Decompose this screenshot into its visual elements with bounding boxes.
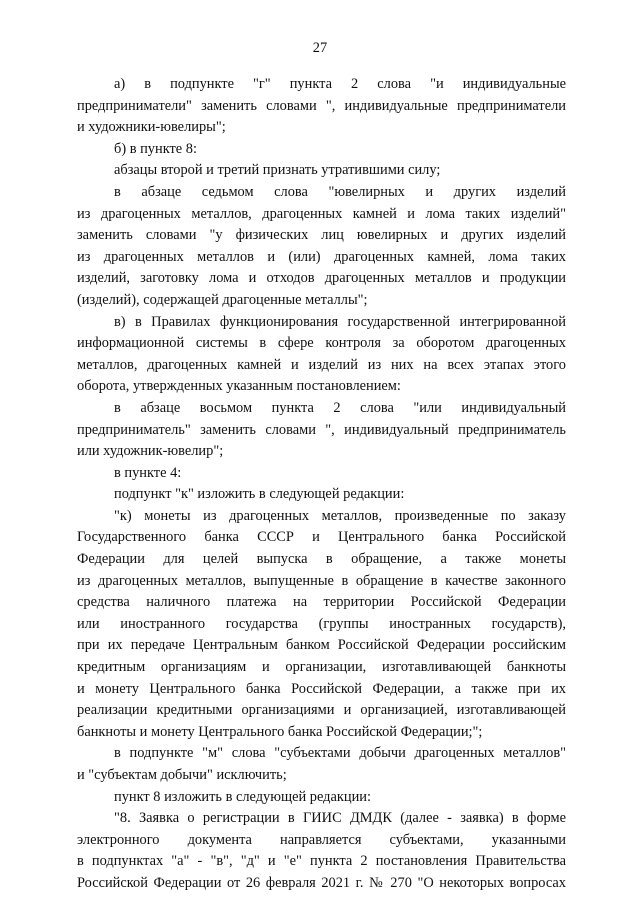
text-line: из драгоценных металлов, драгоценных камней и лома таких изделий" [77, 205, 566, 222]
text-line: и монету Центрального банка Российской Федерации, а также при их [77, 680, 566, 697]
text-line: или художник-ювелир"; [77, 443, 224, 460]
text-line: в абзаце восьмом пункта 2 слова "или индивидуальный [114, 399, 566, 416]
text-line: "8. Заявка о регистрации в ГИИС ДМДК (далее - заявка) в форме [114, 810, 566, 827]
text-line: и художники-ювелиры"; [77, 119, 226, 136]
text-line: и "субъектам добычи" исключить; [77, 767, 287, 783]
text-line: в пункте 4: [114, 464, 182, 481]
body-text [77, 74, 566, 895]
text-line: абзацы второй и третий признать утратившими силу; [114, 162, 441, 179]
text-line: из драгоценных металлов и (или) драгоценных камней, лома таких [77, 248, 566, 265]
text-line: (изделий), содержащей драгоценные металлы"; [77, 291, 368, 308]
text-line: предприниматели" заменить словами ", индивидуальные предприниматели [77, 97, 566, 114]
page-number: 27 [312, 40, 328, 56]
text-line: информационной системы в сфере контроля за оборотом драгоценных [77, 335, 566, 352]
text-line: в абзаце седьмом слова "ювелирных и других изделий [114, 183, 566, 200]
text-line: кредитным организациям и организации, изготавливающей банкноты [77, 659, 566, 676]
text-line: из драгоценных металлов, выпущенные в обращение в качестве законного [77, 572, 566, 589]
text-line: пункт 8 изложить в следующей редакции: [114, 788, 371, 805]
text-line: в подпунктах "а" - "в", "д" и "е" пункта 2 постановления Правительства [77, 853, 566, 870]
text-line: изделий, заготовку лома и отходов драгоценных металлов и продукции [77, 270, 566, 287]
text-line: средства наличного платежа на территории Российской Федерации [77, 594, 566, 611]
text-line: б) в пункте 8: [114, 140, 197, 157]
text-line: в) в Правилах функционирования государственной интегрированной [114, 313, 566, 330]
text-line: в подпункте "м" слова "субъектами добычи драгоценных металлов" [114, 745, 566, 762]
text-line: Российской Федерации от 26 февраля 2021 г. № 270 "О некоторых вопросах [77, 874, 566, 891]
text-line: Федерации для целей выпуска в обращение, а также монеты [77, 551, 566, 568]
text-line: предприниматель" заменить словами ", индивидуальный предприниматель [77, 421, 566, 438]
text-line: оборота, утвержденных указанным постановлением: [77, 378, 401, 395]
text-line: при их передаче Центральным банком Российской Федерации российским [77, 637, 566, 654]
text-line: заменить словами "у физических лиц ювелирных и других изделий [77, 227, 566, 244]
text-line: Государственного банка СССР и Центрального банка Российской [77, 529, 566, 546]
text-line: подпункт "к" изложить в следующей редакции: [114, 486, 405, 503]
text-line: электронного документа направляется субъектами, указанными [77, 831, 566, 848]
text-line: реализации кредитными организациями и организацией, изготавливающей [77, 702, 566, 719]
text-line: или иностранного государства (группы иностранных государств), [77, 615, 566, 632]
text-line: а) в подпункте "г" пункта 2 слова "и индивидуальные [114, 76, 566, 92]
text-line: металлов, драгоценных камней и изделий из них на всех этапах этого [77, 356, 566, 373]
text-line: банкноты и монету Центрального банка Российской Федерации;"; [77, 723, 483, 740]
text-line: "к) монеты из драгоценных металлов, произведенные по заказу [114, 507, 566, 524]
